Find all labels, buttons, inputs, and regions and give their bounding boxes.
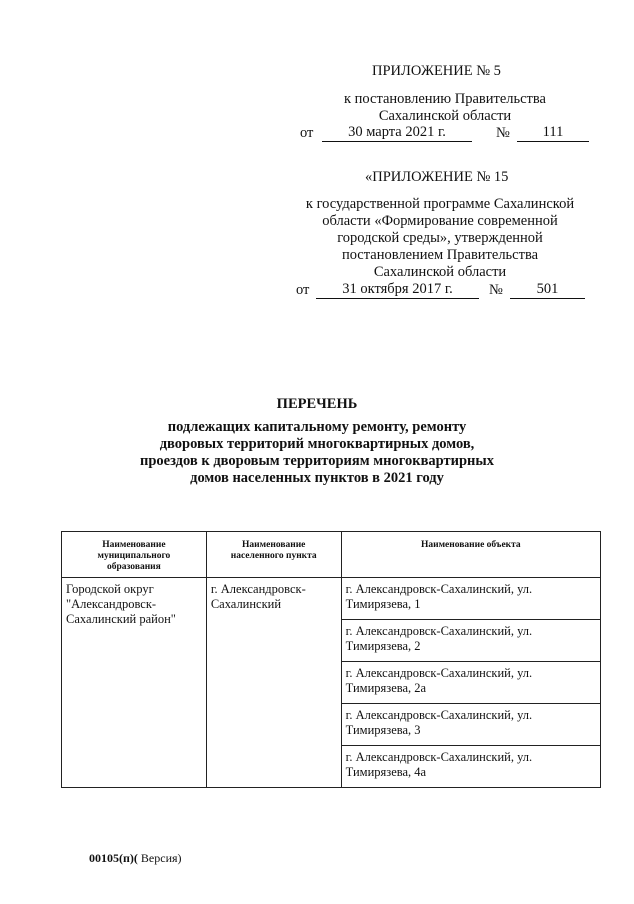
objects-table	[61, 531, 601, 788]
appendix-15-from-label: от	[296, 282, 310, 298]
appendix-15-line: области «Формирование современной	[322, 213, 558, 229]
appendix-15-line: постановлением Правительства	[341, 247, 539, 263]
municipality-cell: Городской округ "Александровск- Сахалинский район"	[62, 578, 207, 788]
appendix-15-title: «ПРИЛОЖЕНИЕ № 15	[365, 169, 509, 185]
object-cell: г. Александровск-Сахалинский, ул. Тимирязева, 1	[341, 578, 600, 620]
header-municipality: Наименование муниципального образования	[62, 532, 207, 578]
object-cell: г. Александровск-Сахалинский, ул. Тимирязева, 4а	[341, 746, 600, 788]
settlement-cell: г. Александровск- Сахалинский	[206, 578, 341, 788]
object-cell: г. Александровск-Сахалинский, ул. Тимирязева, 2	[341, 620, 600, 662]
appendix-5-number-underline	[517, 141, 589, 142]
object-cell: г. Александровск-Сахалинский, ул. Тимирязева, 2а	[341, 662, 600, 704]
appendix-15-line: к государственной программе Сахалинской	[305, 196, 575, 212]
document-code-number: 00105(п)(	[89, 851, 138, 865]
header-object: Наименование объекта	[341, 532, 600, 578]
table-row	[62, 578, 601, 620]
document-version: Версия)	[137, 851, 182, 865]
table-header-row	[62, 532, 601, 578]
appendix-15-no-label: №	[489, 282, 503, 298]
appendix-5-date: 30 марта 2021 г.	[348, 124, 446, 140]
document-subtitle-line: подлежащих капитальному ремонту, ремонту	[167, 419, 467, 435]
document-subtitle-line: проездов к дворовым территориям многоквартирных	[140, 453, 494, 469]
document-heading: ПЕРЕЧЕНЬ	[276, 396, 358, 412]
object-cell: г. Александровск-Сахалинский, ул. Тимирязева, 3	[341, 704, 600, 746]
document-code	[89, 851, 182, 866]
appendix-5-line2: Сахалинской области	[378, 108, 512, 124]
appendix-15-line: Сахалинской области	[373, 264, 507, 280]
appendix-5-line1: к постановлению Правительства	[344, 91, 546, 107]
appendix-15-number: 501	[536, 281, 559, 297]
appendix-15-date-underline	[316, 298, 479, 299]
appendix-5-title: ПРИЛОЖЕНИЕ № 5	[372, 63, 501, 79]
appendix-5-no-label: №	[496, 125, 510, 141]
header-settlement: Наименование населенного пункта	[206, 532, 341, 578]
document-subtitle-line: дворовых территорий многоквартирных домов,	[159, 436, 475, 452]
appendix-15-number-underline	[510, 298, 585, 299]
appendix-5-number: 111	[542, 124, 564, 140]
appendix-15-date: 31 октября 2017 г.	[342, 281, 453, 297]
document-subtitle-line: домов населенных пунктов в 2021 году	[190, 470, 444, 486]
appendix-5-date-underline	[322, 141, 472, 142]
appendix-15-line: городской среды», утвержденной	[337, 230, 543, 246]
appendix-5-from-label: от	[300, 125, 314, 141]
